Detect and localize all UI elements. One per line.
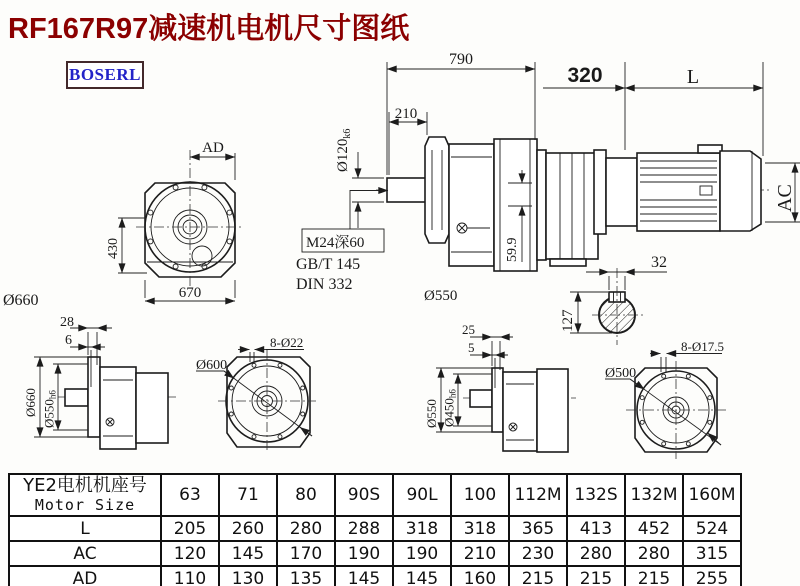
output-shaft-view-large xyxy=(23,315,176,449)
cell-AC-132S: 280 xyxy=(567,541,625,566)
dim-25-label: 25 xyxy=(462,322,475,337)
cell-AD-100: 160 xyxy=(451,566,509,586)
b5-flange-view-large xyxy=(196,335,316,453)
row-label-AC: AC xyxy=(9,541,161,566)
dim-6-label: 6 xyxy=(65,333,72,348)
col-90L: 90L xyxy=(393,474,451,516)
col-132S: 132S xyxy=(567,474,625,516)
cell-AC-80: 170 xyxy=(277,541,335,566)
col-100: 100 xyxy=(451,474,509,516)
table-row-L xyxy=(9,516,741,541)
cell-AD-71: 130 xyxy=(219,566,277,586)
dia-550-small-label: Ø550 xyxy=(424,399,439,428)
bolt-note-1-label: 8-Ø22 xyxy=(270,335,304,350)
front-view xyxy=(106,140,244,301)
dim-210-label: 210 xyxy=(394,106,418,122)
cell-AD-80: 135 xyxy=(277,566,335,586)
col-112M: 112M xyxy=(509,474,567,516)
col-160M: 160M xyxy=(683,474,741,516)
cell-AD-112M: 215 xyxy=(509,566,567,586)
cell-AD-132M: 215 xyxy=(625,566,683,586)
cell-L-63: 205 xyxy=(161,516,219,541)
col-80: 80 xyxy=(277,474,335,516)
dim-ad-label: AD xyxy=(202,140,224,156)
cell-AC-90L: 190 xyxy=(393,541,451,566)
cell-AC-63: 120 xyxy=(161,541,219,566)
brand-logo: BOSERL xyxy=(66,61,144,89)
col-90S: 90S xyxy=(335,474,393,516)
cell-L-71: 260 xyxy=(219,516,277,541)
output-shaft-view-small xyxy=(424,322,576,452)
b5-flange-view-small xyxy=(605,339,726,459)
header-en: Motor Size xyxy=(34,496,136,514)
table-header-row xyxy=(9,474,741,516)
dia-450h6-label: Ø450h6 xyxy=(441,389,458,427)
cell-AD-63: 110 xyxy=(161,566,219,586)
dim-320-label: 320 xyxy=(567,64,603,87)
cell-AC-160M: 315 xyxy=(683,541,741,566)
dia-500-label: Ø500 xyxy=(605,366,637,381)
row-label-AD: AD xyxy=(9,566,161,586)
col-63: 63 xyxy=(161,474,219,516)
table-header-cell xyxy=(9,474,161,516)
cell-AD-90L: 145 xyxy=(393,566,451,586)
cell-L-100: 318 xyxy=(451,516,509,541)
dim-32-label: 32 xyxy=(651,254,667,271)
cell-AD-90S: 145 xyxy=(335,566,393,586)
thread-note-label: M24深60 xyxy=(306,235,365,251)
dia-600-label: Ø600 xyxy=(196,358,228,373)
cell-L-90L: 318 xyxy=(393,516,451,541)
table-row-AD xyxy=(9,566,741,586)
dia-550h6-label: Ø550h6 xyxy=(41,390,58,428)
shaft-section-view xyxy=(560,254,667,345)
cell-AD-160M: 255 xyxy=(683,566,741,586)
cell-L-132S: 413 xyxy=(567,516,625,541)
motor-size-table xyxy=(8,473,742,586)
page-title: RF167R97减速机电机尺寸图纸 xyxy=(8,13,410,45)
cell-AD-132S: 215 xyxy=(567,566,625,586)
standard1-label: GB/T 145 xyxy=(296,256,361,273)
main-flange-dia-label: Ø550 xyxy=(424,288,458,304)
cell-AC-132M: 280 xyxy=(625,541,683,566)
bolt-note-2-label: 8-Ø17.5 xyxy=(681,339,724,354)
dim-599-label: 59.9 xyxy=(505,237,520,262)
cell-AC-100: 210 xyxy=(451,541,509,566)
col-71: 71 xyxy=(219,474,277,516)
cell-AC-112M: 230 xyxy=(509,541,567,566)
dim-5-label: 5 xyxy=(468,340,475,355)
dim-shaft-dia-label: $Ø120_{k6}$ xyxy=(335,128,353,172)
col-132M: 132M xyxy=(625,474,683,516)
cell-L-160M: 524 xyxy=(683,516,741,541)
dim-AC-label: AC xyxy=(774,184,796,212)
cell-L-90S: 288 xyxy=(335,516,393,541)
dim-430-label: 430 xyxy=(106,238,121,259)
dim-127-label: 127 xyxy=(560,309,576,332)
row-label-L: L xyxy=(9,516,161,541)
dim-28-label: 28 xyxy=(60,315,74,330)
motor-view xyxy=(543,62,800,266)
cell-L-80: 280 xyxy=(277,516,335,541)
cell-AC-90S: 190 xyxy=(335,541,393,566)
cell-AC-71: 145 xyxy=(219,541,277,566)
cell-L-112M: 365 xyxy=(509,516,567,541)
table-row-AC xyxy=(9,541,741,566)
cell-L-132M: 452 xyxy=(625,516,683,541)
body-diameter-label: Ø660 xyxy=(3,292,39,309)
dim-790-label: 790 xyxy=(449,51,473,68)
dim-L-label: L xyxy=(686,66,700,88)
dia-660-label: Ø660 xyxy=(23,388,38,417)
dim-670-label: 670 xyxy=(178,285,202,301)
header-cn: YE2电机机座号 xyxy=(23,475,147,496)
standard2-label: DIN 332 xyxy=(296,276,353,293)
